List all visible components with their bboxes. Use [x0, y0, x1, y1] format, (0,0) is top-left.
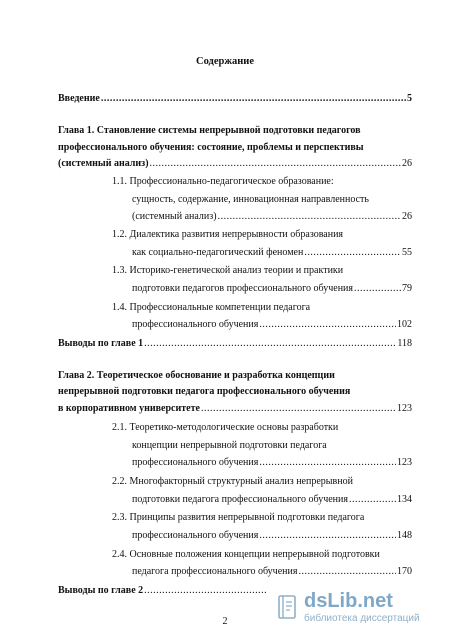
- toc-dot-leader: [354, 282, 401, 295]
- toc-entry-text: Выводы по главе 2: [58, 585, 144, 596]
- toc-entry-conclusions-1[interactable]: [58, 337, 412, 350]
- toc-page-number: 102: [397, 319, 412, 330]
- toc-entry-section-2-2[interactable]: [132, 493, 412, 506]
- toc-page-number: 134: [397, 494, 412, 505]
- toc-section-2-4-line-1[interactable]: 2.4. Основные положения концепции непрерывной подготовки: [112, 549, 380, 560]
- toc-page-number: 26: [402, 158, 412, 169]
- toc-entry-intro[interactable]: [58, 92, 412, 105]
- toc-dot-leader: [259, 529, 396, 542]
- toc-entry-text: Введение: [58, 93, 100, 104]
- toc-entry-section-2-1[interactable]: [132, 456, 412, 469]
- toc-entry-text: профессионального обучения: [132, 530, 259, 541]
- toc-section-2-1-line-2[interactable]: концепции непрерывной подготовки педагога: [132, 440, 327, 451]
- toc-section-1-1-line-2[interactable]: сущность, содержание, инновационная направленность: [132, 194, 369, 205]
- toc-entry-text: профессионального обучения: [132, 319, 259, 330]
- page-number: 2: [222, 616, 228, 627]
- toc-dot-leader: [349, 493, 396, 506]
- toc-page-number: 118: [397, 338, 412, 349]
- toc-section-2-1-line-1[interactable]: 2.1. Теоретико-методологические основы разработки: [112, 422, 339, 433]
- toc-section-1-2-line-1[interactable]: 1.2. Диалектика развития непрерывности образования: [112, 229, 344, 240]
- toc-page-number: 5: [407, 93, 412, 104]
- dslib-watermark: [276, 590, 446, 630]
- toc-page-number: 26: [402, 211, 412, 222]
- toc-entry-text: (системный анализ): [132, 211, 217, 222]
- watermark-subtitle: библиотека диссертаций: [304, 613, 420, 624]
- toc-dot-leader: [144, 337, 396, 350]
- toc-dot-leader: [304, 246, 401, 259]
- toc-entry-section-1-4[interactable]: [132, 318, 412, 331]
- toc-entry-chapter-2[interactable]: [58, 402, 412, 415]
- toc-entry-section-1-3[interactable]: [132, 282, 412, 295]
- toc-chapter-2-line-1[interactable]: Глава 2. Теоретическое обоснование и разработка концепции: [58, 370, 335, 381]
- toc-section-1-1-line-1[interactable]: 1.1. Профессионально-педагогическое образование:: [112, 176, 334, 187]
- toc-entry-text: подготовки педагогов профессионального обучения: [132, 283, 354, 294]
- toc-entry-section-2-3[interactable]: [132, 529, 412, 542]
- toc-dot-leader: [201, 402, 396, 415]
- toc-entry-text: в корпоративном университете: [58, 403, 200, 414]
- toc-section-2-3-line-1[interactable]: 2.3. Принципы развития непрерывной подготовки педагога: [112, 512, 365, 523]
- toc-entry-section-1-1[interactable]: [132, 210, 412, 223]
- toc-dot-leader: [144, 584, 267, 597]
- toc-page-number: 123: [397, 403, 412, 414]
- toc-page-number: 123: [397, 457, 412, 468]
- toc-section-1-3-line-1[interactable]: 1.3. Историко-генетической анализ теории и практики: [112, 265, 344, 276]
- toc-entry-text: профессионального обучения: [132, 457, 259, 468]
- toc-dot-leader: [101, 92, 406, 105]
- book-icon: [276, 594, 300, 622]
- toc-section-2-2-line-1[interactable]: 2.2. Многофакторный структурный анализ непрерывной: [112, 476, 353, 487]
- toc-entry-text: Выводы по главе 1: [58, 338, 144, 349]
- toc-dot-leader: [298, 565, 396, 578]
- toc-dot-leader: [259, 456, 396, 469]
- toc-entry-section-1-2[interactable]: [132, 246, 412, 259]
- toc-chapter-1-line-1[interactable]: Глава 1. Становление системы непрерывной подготовки педагогов: [58, 125, 361, 136]
- toc-entry-text: педагога профессионального обучения: [132, 566, 298, 577]
- toc-chapter-2-line-2[interactable]: непрерывной подготовки педагога профессионального обучения: [58, 386, 351, 397]
- toc-page-number: 55: [402, 247, 412, 258]
- toc-entry-section-2-4[interactable]: [132, 565, 412, 578]
- toc-page-number: 148: [397, 530, 412, 541]
- toc-dot-leader: [150, 157, 401, 170]
- toc-entry-text: подготовки педагога профессионального обучения: [132, 494, 348, 505]
- toc-entry-chapter-1[interactable]: [58, 157, 412, 170]
- toc-entry-text: как социально-педагогический феномен: [132, 247, 304, 258]
- toc-page-number: 79: [402, 283, 412, 294]
- toc-page-number: 170: [397, 566, 412, 577]
- toc-dot-leader: [218, 210, 401, 223]
- page-title: Содержание: [196, 56, 254, 67]
- watermark-name: dsLib.net: [304, 590, 393, 612]
- toc-dot-leader: [259, 318, 396, 331]
- toc-entry-text: (системный анализ): [58, 158, 149, 169]
- toc-chapter-1-line-2[interactable]: профессионального обучения: состояние, проблемы и перспективы: [58, 142, 364, 153]
- toc-entry-conclusions-2[interactable]: [58, 584, 268, 597]
- toc-section-1-4-line-1[interactable]: 1.4. Профессиональные компетенции педагога: [112, 302, 311, 313]
